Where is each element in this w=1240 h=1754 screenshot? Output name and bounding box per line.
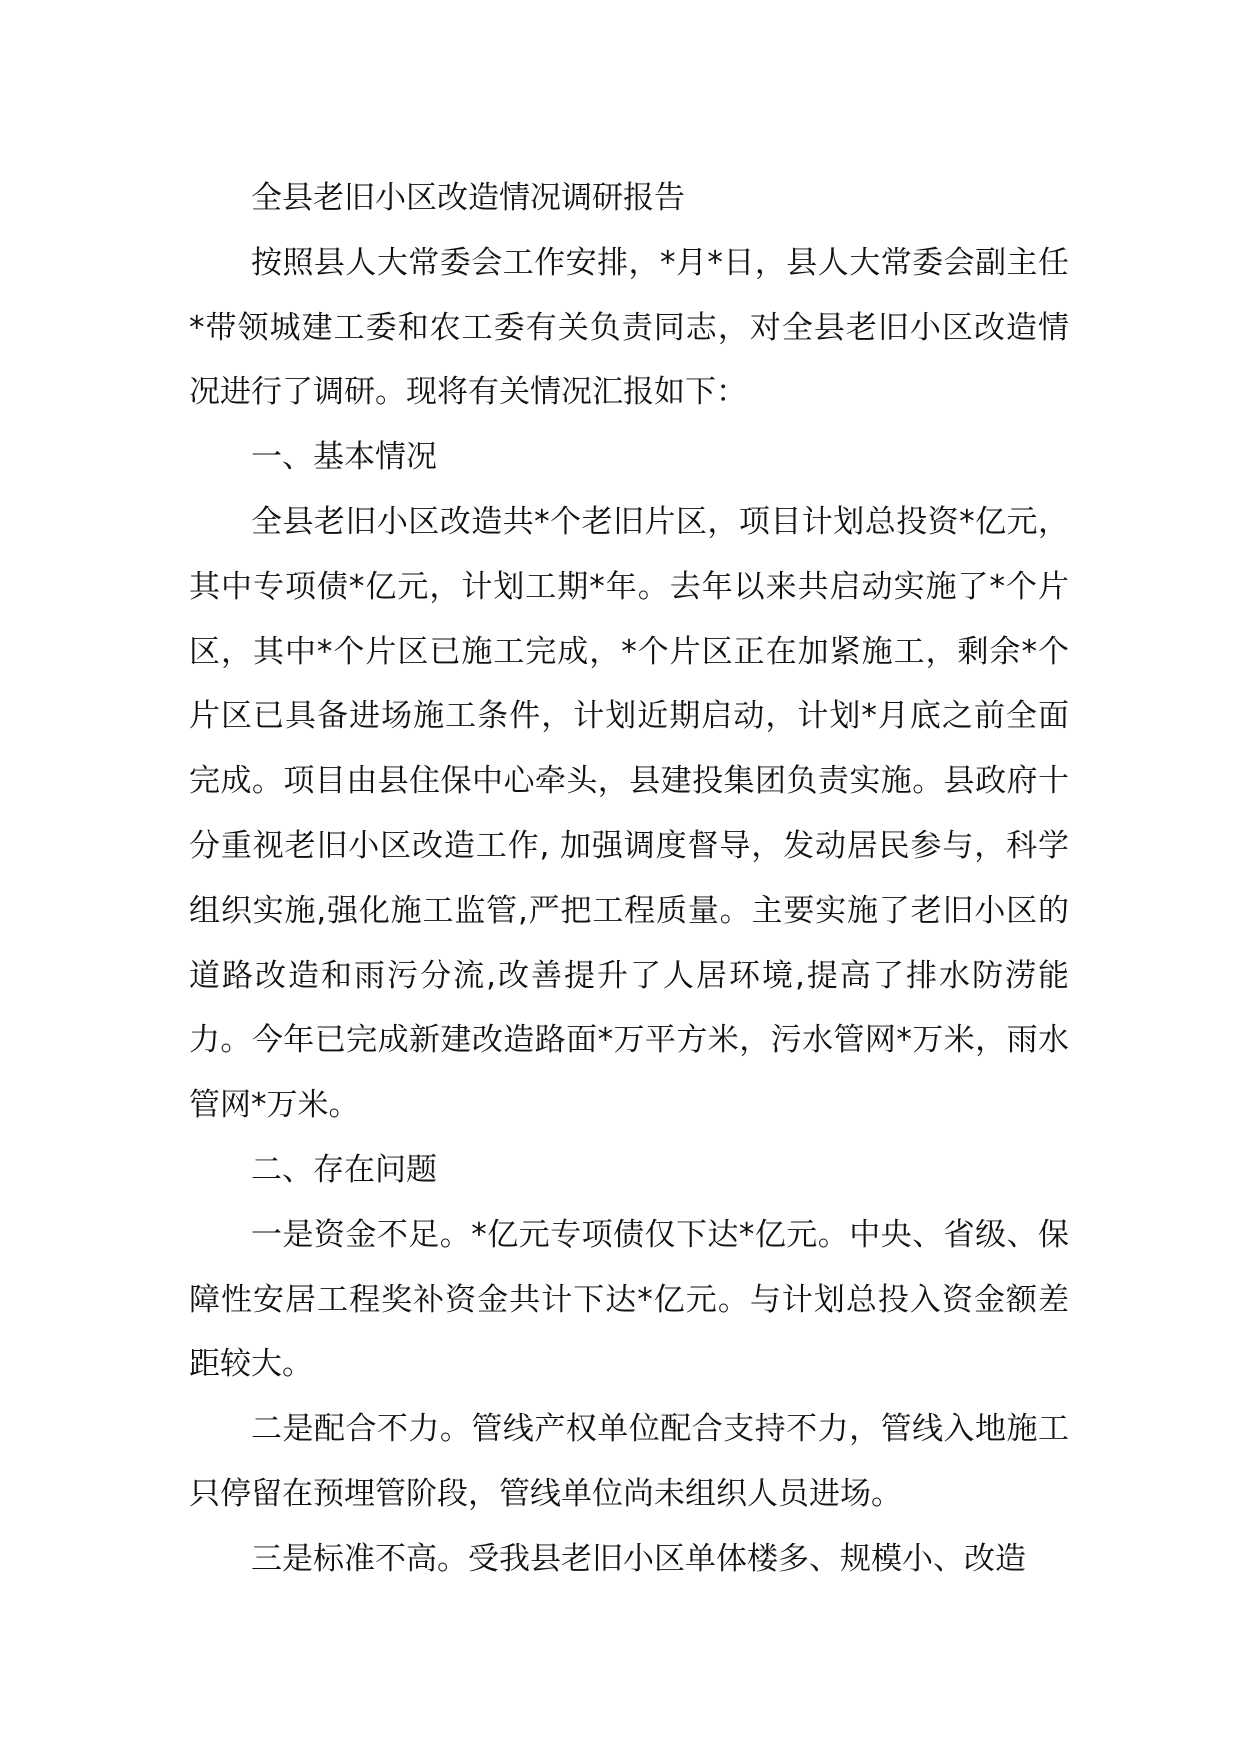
document-body: [189, 166, 1069, 1592]
document-title: 全县老旧小区改造情况调研报告: [251, 180, 685, 216]
paragraph-basic-situation: 全县老旧小区改造共*个老旧片区，项目计划总投资*亿元，其中专项债*亿元，计划工期*年。去年以来共启动实施了*个片区，其中*个片区已施工完成，*个片区正在加紧施工，剩余*个片区已具备进场施工条件，计划近期启动，计划*月底之前全面完成。项目由县住保中心牵头，县建投集团负责实施。县政府十分重视老旧小区改造工作, 加强调度督导，发动居民参与，科学组织实施,强化施工监管,严把工程质量。主要实施了老旧小区的道路改造和雨污分流,改善提升了人居环境,提高了排水防涝能力。今年已完成新建改造路面*万平方米，污水管网*万米，雨水管网*万米。: [189, 503, 1069, 1124]
paragraph-problem-funding: 一是资金不足。*亿元专项债仅下达*亿元。中央、省级、保障性安居工程奖补资金共计下达*亿元。与计划总投入资金额差距较大。: [189, 1216, 1069, 1383]
section-heading-basic-situation: 一、基本情况: [251, 439, 437, 476]
paragraph-problem-cooperation: 二是配合不力。管线产权单位配合支持不力，管线入地施工只停留在预埋管阶段，管线单位尚未组织人员进场。: [189, 1411, 1069, 1512]
paragraph-problem-standards: 三是标准不高。受我县老旧小区单体楼多、规模小、改造: [251, 1540, 1026, 1577]
section-heading-problems: 二、存在问题: [251, 1151, 437, 1188]
paragraph-intro: 按照县人大常委会工作安排，*月*日，县人大常委会副主任*带领城建工委和农工委有关负责同志，对全县老旧小区改造情况进行了调研。现将有关情况汇报如下：: [189, 244, 1069, 411]
